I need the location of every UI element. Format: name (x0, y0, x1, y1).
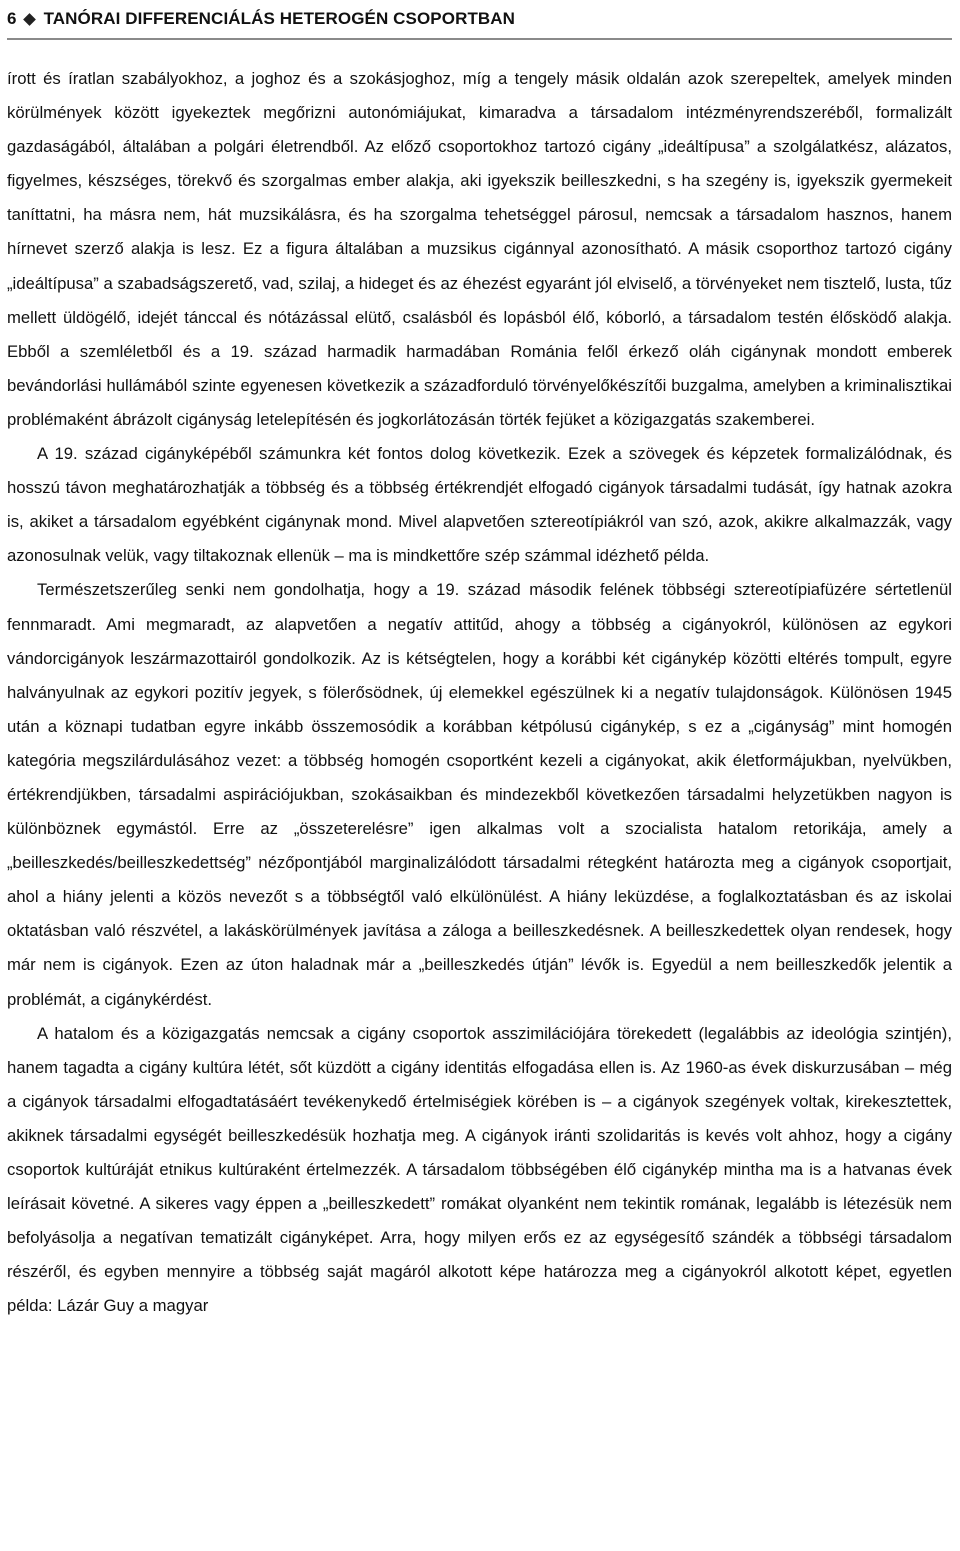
diamond-icon (23, 13, 36, 26)
header-title: TANÓRAI DIFFERENCIÁLÁS HETEROGÉN CSOPORTBAN (43, 9, 516, 28)
paragraph-4: A hatalom és a közigazgatás nemcsak a cigány csoportok asszimilációjára törekedett (legalábbis az ideológia szintjén), hanem tagadta a cigány kultúra létét, sőt küzdött a cigány identitás elfogadása ellen is. Az 1960-as évek diskurzusában – még a cigányok társadalmi elfogadtatásáért tevékenykedő értelmiségiek körében is – a cigányok szegények voltak, kirekesztettek, akiknek társadalmi egységét beilleszkedésük hozhatja meg. A cigányok iránti szolidaritás is kevés volt ahhoz, hogy a cigány csoportok kultúráját etnikus kultúraként értelmezzék. A társadalom többségében élő cigánykép mintha ma is a hatvanas évek leírásait követné. A sikeres vagy éppen a „beilleszkedett” romákat olyanként nem tekintik romának, legalább is létezésük nem befolyásolja a negatívan tematizált cigányképet. Arra, hogy milyen erős ez az egységesítő szándék a többségi társadalom részéről, és egyben mennyire a többség saját magáról alkotott képe határozza meg a cigányokról alkotott képet, egyetlen példa: Lázár Guy a magyar (7, 1023, 952, 1316)
paragraph-2: A 19. század cigányképéből számunkra két fontos dolog következik. Ezek a szövegek és képzetek formalizálódnak, és hosszú távon meghatározhatják a többség és a többség értékrendjét elfogadó cigányok társadalmi tudását, így hatnak azokra is, akiket a társadalom egyébként cigánynak mond. Mivel alapvetően sztereotípiákról van szó, azok, akikre alkalmazzák, vagy azonosulnak velük, vagy tiltakoznak ellenük – ma is mindkettőre szép számmal idézhető példa. (7, 444, 952, 566)
body-text (7, 62, 952, 1323)
paragraph-3: Természetszerűleg senki nem gondolhatja, hogy a 19. század második felének többségi sztereotípiafüzére sértetlenül fennmaradt. Ami megmaradt, az alapvetően a negatív attitűd, ahogy a többség a cigányokról, különösen az egykori vándorcigányok leszármazottairól gondolkozik. Az is kétségtelen, hogy a korábbi két cigánykép közötti eltérés tompult, egyre halványulnak az egykori pozitív jegyek, s fölerősödnek, új elemekkel egészülnek ki a negatív tulajdonságok. Különösen 1945 után a köznapi tudatban egyre inkább összemosódik a korábban kétpólusú cigánykép, s ez a „cigányság” mint homogén kategória megszilárdulásához vezet: a többség homogén csoportként kezeli a cigányokat, akik életformájukban, nyelvükben, értékrendjükben, társadalmi aspirációjukban, szokásaikban és mindezekből következően társadalmi helyzetükben nagyon is különböznek egymástól. Erre az „összeterelésre” igen alkalmas volt a szocialista hatalom retorikája, amely a „beilleszkedés/beilleszkedettség” nézőpontjából marginalizálódott társadalmi rétegként határozta meg a cigányok csoportjait, ahol a hiány jelenti a közös nevezőt s a többségtől való elkülönülést. A hiány leküzdése, a foglalkoztatásban és az iskolai oktatásban való részvétel, a lakáskörülmények javítása a záloga a beilleszkedésnek. A beilleszkedettek olyan rendesek, hogy már nem is cigányok. Ezen az úton haladnak már a „beilleszkedés útján” lévők is. Egyedül a nem beilleszkedők jelentik a problémát, a cigánykérdést. (7, 580, 952, 1009)
paragraph-1: írott és íratlan szabályokhoz, a joghoz és a szokásjoghoz, míg a tengely másik oldalán azok szerepeltek, amelyek minden körülmények között igyekeztek megőrizni autonómiájukat, kimaradva a társadalom intézményrendszeréből, formalizált gazdaságából, általában a polgári életrendből. Az előző csoportokhoz tartozó cigány „ideáltípusa” a szolgálatkész, alázatos, figyelmes, készséges, törekvő és szorgalmas ember alakja, aki igyekszik beilleszkedni, s ha szegény is, igyekszik gyermekeit taníttatni, ha másra nem, hát muzsikálásra, és ha szorgalma tehetséggel párosul, nemcsak a társadalom hasznos, hanem hírnevet szerző alakja is lesz. Ez a figura általában a muzsikus cigánnyal azonosítható. A másik csoporthoz tartozó cigány „ideáltípusa” a szabadságszerető, vad, szilaj, a hideget és az éhezést egyaránt jól elviselő, a törvényeket nem tisztelő, lusta, tűz mellett üldögélő, idejét tánccal és nótázással elütő, csalásból és lopásból élő, kóborló, a társadalom testén élősködő alakja. Ebből a szemléletből és a 19. század harmadik harmadában Románia felől érkező oláh cigánynak mondott emberek bevándorlási hullámából szinte egyenesen következik a századforduló törvényelőkészítői buzgalma, amelyben a kriminalisztikai problémaként ábrázolt cigányság letelepítésén és jogkorlátozásán törték fejüket a közigazgatás szakemberei. (7, 69, 952, 429)
page-number: 6 (7, 9, 17, 28)
running-header (7, 0, 952, 40)
